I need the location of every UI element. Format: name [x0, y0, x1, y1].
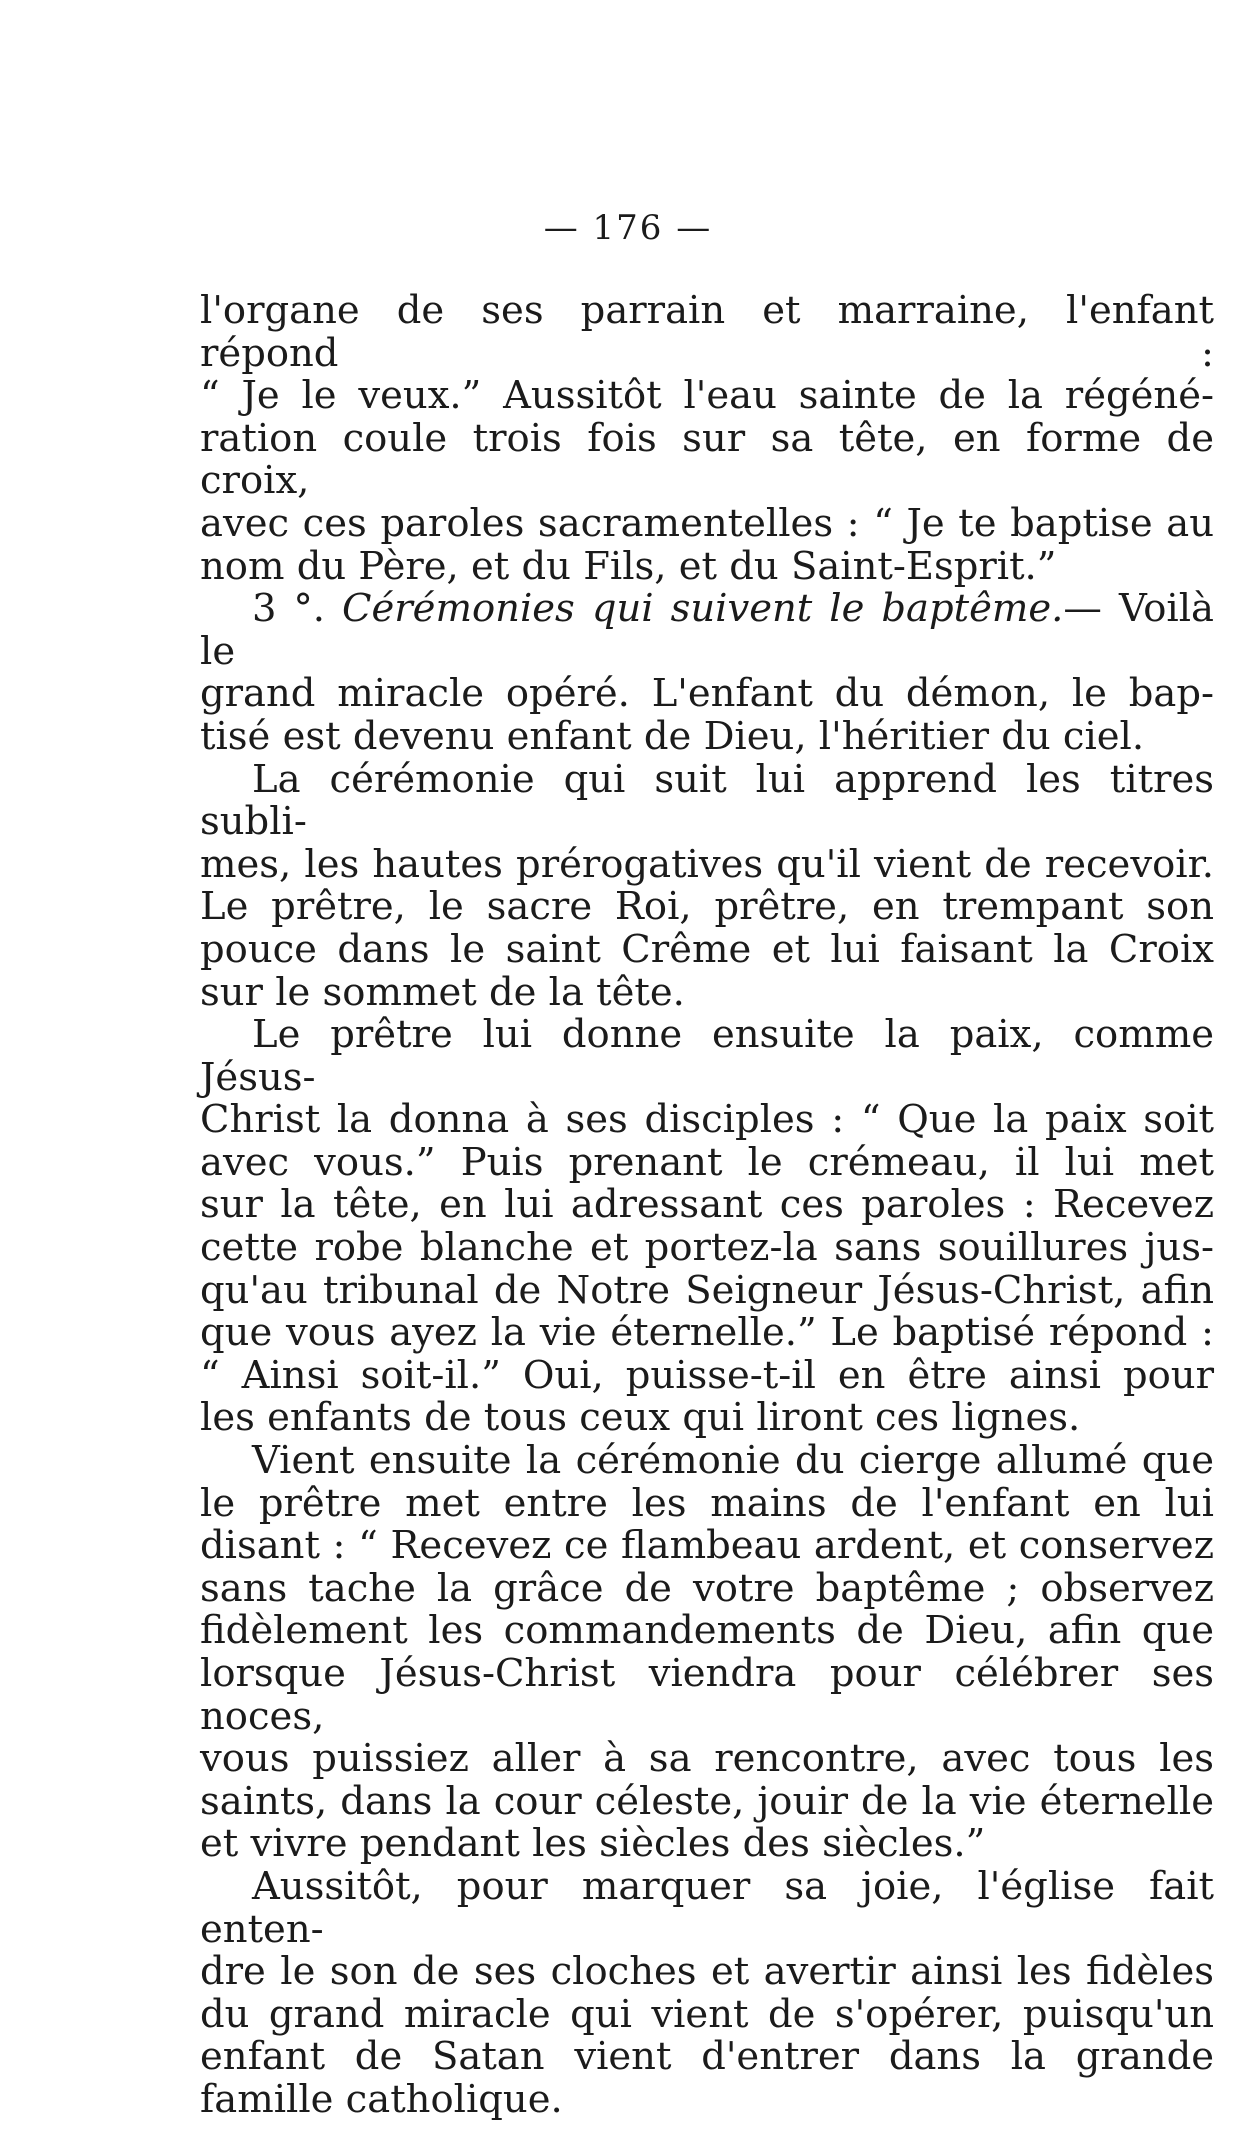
line-text: — Voilà le: [200, 586, 1214, 674]
text-line: [200, 969, 1214, 1015]
text-line: [200, 1480, 1214, 1526]
line-text: l'organe de ses parrain et marraine, l'enfant répond :: [200, 288, 1214, 376]
line-text: nom du Père, et du Fils, et du Saint-Esprit.”: [200, 543, 1057, 589]
section-title: Cérémonies qui suivent le baptême.: [342, 586, 1064, 632]
text-line: [200, 1267, 1214, 1313]
text-line: [200, 1440, 1214, 1483]
text-line: [200, 1525, 1214, 1568]
line-text: famille catholique.: [200, 2076, 563, 2122]
line-text: saints, dans la cour céleste, jouir de la vie éternelle: [200, 1778, 1214, 1824]
line-text: et vivre pendant les siècles des siècles.”: [200, 1821, 986, 1867]
text-line: [200, 1738, 1214, 1781]
line-text: qu'au tribunal de Notre Seigneur Jésus-Christ, afin: [200, 1267, 1214, 1313]
page-number: — 176 —: [543, 208, 713, 248]
text-line: [200, 1184, 1214, 1227]
line-text: les enfants de tous ceux qui liront ces lignes.: [200, 1395, 1081, 1441]
text-line: [200, 1227, 1214, 1270]
line-text: Vient ensuite la cérémonie du cierge allumé que: [252, 1438, 1214, 1484]
text-line: [200, 1951, 1214, 1994]
line-text: vous puissiez aller à sa rencontre, avec tous les: [200, 1736, 1214, 1782]
text-line: [200, 1778, 1214, 1824]
text-line: [200, 1653, 1214, 1738]
line-text: tisé est devenu enfant de Dieu, l'héritier du ciel.: [200, 713, 1145, 759]
line-text: Aussitôt, pour marquer sa joie, l'église fait enten-: [200, 1863, 1214, 1952]
line-text: lorsque Jésus-Christ viendra pour célébrer ses noces,: [200, 1651, 1214, 1739]
text-line: [200, 375, 1214, 418]
line-text: “ Ainsi soit-il.” Oui, puisse-t-il en être ainsi pour: [200, 1352, 1214, 1398]
line-text: La cérémonie qui suit lui apprend les titres subli-: [200, 756, 1214, 845]
text-line: [200, 1823, 1214, 1866]
line-text: le prêtre met entre les mains de l'enfant en lui: [200, 1480, 1214, 1526]
text-line: [200, 1991, 1214, 2037]
text-line: [200, 1099, 1214, 1142]
text-line: [200, 1352, 1214, 1398]
line-text: cette robe blanche et portez-la sans souillures jus-: [200, 1225, 1214, 1271]
text-line: [200, 1565, 1214, 1611]
line-text: que vous ayez la vie éternelle.” Le baptisé répond :: [200, 1310, 1214, 1356]
line-text: sur le sommet de la tête.: [200, 969, 685, 1015]
line-text: sans tache la grâce de votre baptême ; observez: [200, 1565, 1214, 1611]
text-line: [200, 1139, 1214, 1185]
line-text: “ Je le veux.” Aussitôt l'eau sainte de la régéné-: [200, 373, 1214, 419]
line-text: ration coule trois fois sur sa tête, en forme de croix,: [200, 415, 1214, 504]
line-text: enfant de Satan vient d'entrer dans la grande: [200, 2034, 1214, 2080]
text-line: [200, 290, 1214, 375]
line-text: avec vous.” Puis prenant le crémeau, il lui met: [200, 1139, 1214, 1185]
line-text: grand miracle opéré. L'enfant du démon, le bap-: [200, 671, 1214, 717]
line-text: avec ces paroles sacramentelles : “ Je te baptise au: [200, 500, 1214, 546]
text-line: [200, 543, 1214, 589]
text-line: [200, 1397, 1214, 1440]
text-line: [200, 500, 1214, 546]
line-text: Le prêtre lui donne ensuite la paix, comme Jésus-: [200, 1012, 1214, 1100]
text-line: [200, 886, 1214, 929]
text-line: [200, 756, 1214, 845]
line-text: Christ la donna à ses disciples : “ Que la paix soit: [200, 1097, 1214, 1143]
text-line: [200, 1312, 1214, 1355]
text-line: [200, 713, 1214, 759]
line-text: sur la tête, en lui adressant ces paroles : Recevez: [200, 1182, 1214, 1228]
line-text: disant : “ Recevez ce flambeau ardent, et conservez: [200, 1523, 1214, 1569]
line-text: mes, les hautes prérogatives qu'il vient de recevoir.: [200, 841, 1214, 887]
body-text: [200, 290, 1214, 2122]
text-line: [200, 2036, 1214, 2079]
line-text: fidèlement les commandements de Dieu, afin que: [200, 1608, 1214, 1654]
text-line: [200, 588, 1214, 673]
text-line: [200, 926, 1214, 972]
line-text: Le prêtre, le sacre Roi, prêtre, en trempant son: [200, 884, 1214, 930]
text-line: [200, 841, 1214, 887]
section-number: 3 °.: [252, 586, 325, 632]
text-line: [200, 1014, 1214, 1099]
text-line: [200, 673, 1214, 716]
text-line: [200, 1610, 1214, 1653]
text-line: [200, 415, 1214, 504]
line-text: pouce dans le saint Crême et lui faisant la Croix: [200, 926, 1214, 972]
line-text: dre le son de ses cloches et avertir ainsi les fidèles: [200, 1949, 1214, 1995]
text-line: [200, 2076, 1214, 2122]
text-line: [200, 1863, 1214, 1952]
line-text: du grand miracle qui vient de s'opérer, puisqu'un: [200, 1991, 1214, 2037]
